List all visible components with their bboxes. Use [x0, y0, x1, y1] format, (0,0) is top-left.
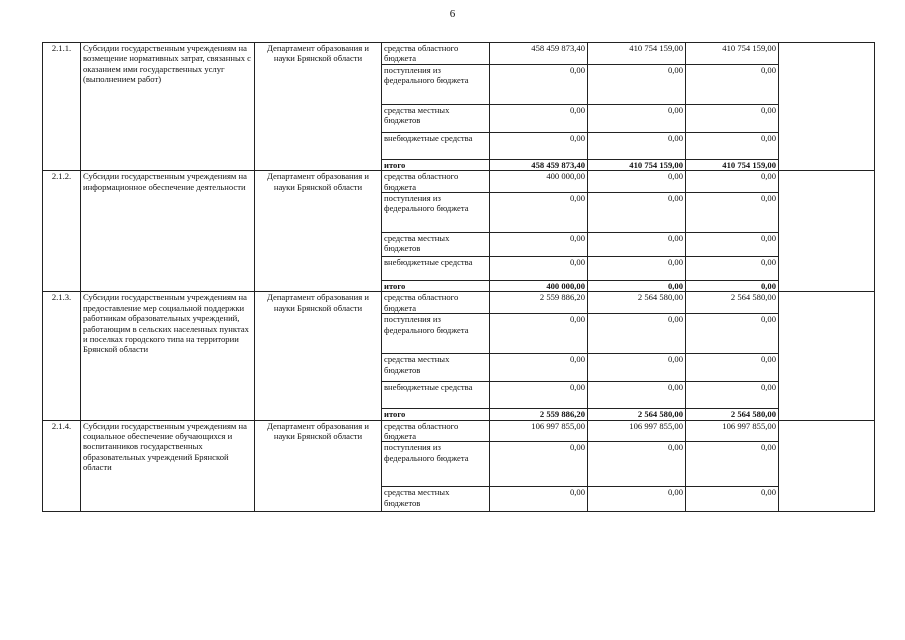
funding-source-label: поступления из федерального бюджета: [382, 64, 490, 104]
table-row: [43, 171, 875, 193]
department: Департамент образования и науки Брянской области: [255, 171, 382, 292]
funding-source-label: внебюджетные средства: [382, 132, 490, 159]
amount-year-1: 0,00: [490, 314, 588, 354]
amount-year-3: 0,00: [686, 132, 779, 159]
amount-year-1: 400 000,00: [490, 171, 588, 193]
item-name: Субсидии государственным учреждениям на информационное обеспечение деятельности: [81, 171, 255, 292]
amount-year-2: 106 997 855,00: [588, 420, 686, 442]
amount-year-3: 106 997 855,00: [686, 420, 779, 442]
amount-year-2: 0,00: [588, 487, 686, 512]
funding-source-label: средства областного бюджета: [382, 171, 490, 193]
funding-source-label: поступления из федерального бюджета: [382, 193, 490, 233]
empty-column-cell: [779, 171, 875, 292]
amount-year-2: 0,00: [588, 233, 686, 257]
item-number: 2.1.3.: [43, 292, 81, 420]
budget-table: [42, 42, 875, 512]
amount-year-2: 2 564 580,00: [588, 292, 686, 314]
amount-year-2: 0,00: [588, 171, 686, 193]
amount-year-3: 0,00: [686, 257, 779, 281]
funding-source-label: средства местных бюджетов: [382, 233, 490, 257]
department: Департамент образования и науки Брянской области: [255, 292, 382, 420]
amount-year-1: 458 459 873,40: [490, 159, 588, 170]
department: Департамент образования и науки Брянской области: [255, 43, 382, 171]
amount-year-2: 0,00: [588, 132, 686, 159]
amount-year-2: 0,00: [588, 314, 686, 354]
item-name: Субсидии государственным учреждениям на возмещение нормативных затрат, связанных с оказанием ими государственных услуг (выполнением работ): [81, 43, 255, 171]
empty-column-cell: [779, 420, 875, 512]
amount-year-2: 0,00: [588, 281, 686, 292]
amount-year-1: 458 459 873,40: [490, 43, 588, 65]
amount-year-3: 0,00: [686, 382, 779, 409]
amount-year-2: 0,00: [588, 257, 686, 281]
amount-year-3: 0,00: [686, 171, 779, 193]
funding-source-label: средства местных бюджетов: [382, 104, 490, 132]
funding-source-label: поступления из федерального бюджета: [382, 442, 490, 487]
item-number: 2.1.2.: [43, 171, 81, 292]
empty-column-cell: [779, 292, 875, 420]
table-body: [43, 43, 875, 512]
amount-year-3: 0,00: [686, 281, 779, 292]
amount-year-3: 2 564 580,00: [686, 292, 779, 314]
amount-year-2: 0,00: [588, 354, 686, 382]
amount-year-2: 0,00: [588, 442, 686, 487]
amount-year-3: 410 754 159,00: [686, 43, 779, 65]
amount-year-1: 0,00: [490, 257, 588, 281]
amount-year-1: 0,00: [490, 132, 588, 159]
department: Департамент образования и науки Брянской области: [255, 420, 382, 512]
amount-year-3: 410 754 159,00: [686, 159, 779, 170]
amount-year-2: 0,00: [588, 193, 686, 233]
table-row: [43, 43, 875, 65]
funding-source-label: средства областного бюджета: [382, 420, 490, 442]
amount-year-3: 0,00: [686, 104, 779, 132]
amount-year-1: 0,00: [490, 354, 588, 382]
amount-year-2: 0,00: [588, 104, 686, 132]
amount-year-1: 0,00: [490, 64, 588, 104]
amount-year-3: 0,00: [686, 64, 779, 104]
item-name: Субсидии государственным учреждениям на социальное обеспечение обучающихся и воспитанников государственных образовательных учреждений Брянской области: [81, 420, 255, 512]
funding-source-label: средства областного бюджета: [382, 292, 490, 314]
amount-year-2: 410 754 159,00: [588, 43, 686, 65]
funding-source-label: средства областного бюджета: [382, 43, 490, 65]
funding-source-label: итого: [382, 159, 490, 170]
amount-year-3: 0,00: [686, 193, 779, 233]
amount-year-1: 0,00: [490, 193, 588, 233]
funding-source-label: поступления из федерального бюджета: [382, 314, 490, 354]
funding-source-label: внебюджетные средства: [382, 257, 490, 281]
funding-source-label: средства местных бюджетов: [382, 487, 490, 512]
amount-year-1: 0,00: [490, 104, 588, 132]
amount-year-3: 0,00: [686, 487, 779, 512]
amount-year-1: 0,00: [490, 233, 588, 257]
amount-year-1: 0,00: [490, 442, 588, 487]
amount-year-3: 0,00: [686, 314, 779, 354]
page-number: 6: [449, 8, 456, 20]
amount-year-1: 0,00: [490, 382, 588, 409]
amount-year-3: 2 564 580,00: [686, 409, 779, 420]
amount-year-3: 0,00: [686, 233, 779, 257]
amount-year-1: 106 997 855,00: [490, 420, 588, 442]
amount-year-2: 2 564 580,00: [588, 409, 686, 420]
item-number: 2.1.1.: [43, 43, 81, 171]
item-number: 2.1.4.: [43, 420, 81, 512]
funding-source-label: итого: [382, 281, 490, 292]
amount-year-1: 400 000,00: [490, 281, 588, 292]
table-row: [43, 292, 875, 314]
funding-source-label: итого: [382, 409, 490, 420]
item-name: Субсидии государственным учреждениям на предоставление мер социальной поддержки работникам образовательных учреждений, работающим в сельских населенных пунктах и поселках городского типа на территории Брянской области: [81, 292, 255, 420]
empty-column-cell: [779, 43, 875, 171]
amount-year-1: 0,00: [490, 487, 588, 512]
amount-year-2: 0,00: [588, 382, 686, 409]
amount-year-3: 0,00: [686, 354, 779, 382]
funding-source-label: внебюджетные средства: [382, 382, 490, 409]
amount-year-3: 0,00: [686, 442, 779, 487]
amount-year-1: 2 559 886,20: [490, 292, 588, 314]
amount-year-2: 410 754 159,00: [588, 159, 686, 170]
amount-year-1: 2 559 886,20: [490, 409, 588, 420]
funding-source-label: средства местных бюджетов: [382, 354, 490, 382]
table-row: [43, 420, 875, 442]
amount-year-2: 0,00: [588, 64, 686, 104]
